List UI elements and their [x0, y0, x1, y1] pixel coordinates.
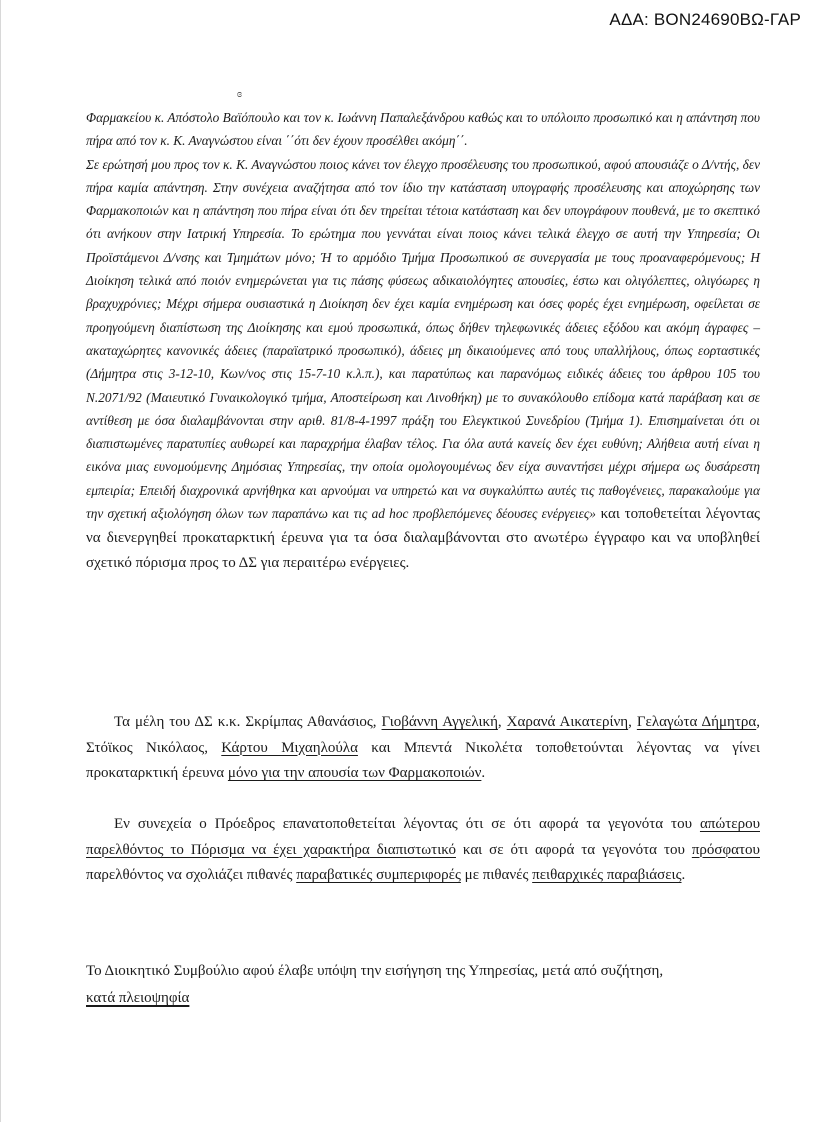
- period: .: [681, 867, 686, 883]
- underlined-phrase: απώτερου παρελθόντος το Πόρισμα να έχει χαρακτήρα διαπιστωτικό: [86, 816, 760, 858]
- ada-code: ΑΔΑ: ΒΟΝ24690ΒΩ-ΓΑΡ: [609, 10, 801, 29]
- decision-majority: κατά πλειοψηφία: [86, 990, 190, 1006]
- members-text: και Μπεντά Νικολέτα τοποθετούνται λέγοντας να γίνει προκαταρκτική έρευνα: [86, 739, 760, 781]
- president-text: Εν συνεχεία ο Πρόεδρος επανατοποθετείται λέγοντας ότι σε ότι αφορά τα γεγονότα του: [114, 816, 700, 832]
- underlined-phrase: πειθαρχικές παραβιάσεις: [532, 867, 682, 883]
- president-text: και σε ότι αφορά τα γεγονότα του: [455, 841, 692, 858]
- quoted-text: Σε ερώτησή μου προς τον κ. Κ. Αναγνώστου ποιος κάνει τον έλεγχο προσέλευσης του προσωπικού, αφού απουσιάζε ο Δ/ντής, δεν πήρα καμία απάντηση. Στην συνέχεια αναζήτησα από τον ίδιο την κατάσταση υπογραφής προσέλευσης και αποχώρησης των Φαρμακοποιών και η απάντηση που πήρα είναι ότι δεν τηρείται τέτοια κατάσταση και δεν υπογράφουν πουθενά, με το σκεπτικό ότι ανήκουν στην Ιατρική Υπηρεσία. Το ερώτημα που γεννάται είναι ποιος κάνει τελικά έλεγχο σε αυτή την Υπηρεσία; Οι Προϊστάμενοι Δ/νσης και Τμημάτων μόνο; Ή το αρμόδιο Τμήμα Προσωπικού σε συνεργασία με τους προαναφερόμενους; Η Διοίκηση τελικά από ποιόν ενημερώνεται για τις πάσης φύσεως αδικαιολόγητες απουσίες, έστω και ολιγόλεπτες, ολιγόωρες η βραχυχρόνιες; Μέχρι σήμερα ουσιαστικά η Διοίκηση δεν έχει καμία ενημέρωση και όσες φορές έχει ενημέρωση, οφείλεται σε προηγούμενη διαπίστωση της Διοίκησης και εμού προσωπικά, όπως δήθεν τηλεφωνικές άδειες εξόδου και ακόμη άγραφες – ακαταχώρητες κανονικές άδειες (παραϊατρικό προσωπικό), άδειες μη δικαιούμενες από τους υπαλλήλους, όπως εορταστικές (Δήμητρα στις 3-12-10, Κων/νος στις 15-7-10 κ.λ.π.), και παρατύπως και παρανόμως ειδικές άδειες του άρθρου 105 του Ν.2071/92 (Μαιευτικό Γυναικολογικό τμήμα, Αποστείρωση και Λινοθήκη) με το συνακόλουθο επίδομα κατά παράβαση και σε αντίθεση με όσα διαλαμβάνονται στην αριθ. 81/8-4-1997 πράξη του Ελεγκτικού Συνεδρίου (Τμήμα 1). Επισημαίνεται ότι οι διαπιστωμένες παρατυπίες αυθωρεί και παραχρήμα έλαβαν τέλος. Για όλα αυτά κανείς δεν έχει ευθύνη; Αλήθεια αυτή είναι η εικόνα μιας ευνομούμενης Δημόσιας Υπηρεσίας, την οποία ομολογουμένως δεν είχα συναντήσει μέχρι σήμερα ως δυσάρεστη εμπειρία; Επειδή διαχρονικά αρνήθηκα και αρνούμαι να υπηρετώ και να συγκαλύπτω αυτές τις παθογένειες, παρακαλούμε για την σχετική αξιολόγηση όλων των παραπάνω και τις ad hoc προβλεπόμενες δέουσες ενέργειες»: [86, 156, 760, 522]
- separator-text: ,: [497, 714, 507, 730]
- members-text: Τα μέλη του ΔΣ κ.κ. Σκρίμπας Αθανάσιος,: [114, 714, 382, 730]
- member-name-underlined: Κάρτου Μιχαηλούλα: [221, 739, 358, 756]
- period: .: [481, 765, 486, 781]
- president-paragraph: [86, 812, 760, 889]
- underlined-phrase: πρόσφατου: [691, 841, 760, 858]
- members-paragraph: [86, 710, 760, 787]
- scan-edge: [0, 0, 1, 1122]
- board-decision: [86, 958, 760, 1012]
- underlined-phrase: μόνο για την απουσία των Φαρμακοποιών: [227, 765, 482, 781]
- underlined-phrase: παραβατικές συμπεριφορές: [296, 867, 461, 883]
- quoted-letter: [86, 106, 760, 575]
- member-name-underlined: Γιοβάννη Αγγελική: [381, 714, 498, 730]
- members-text: , Στόϊκος Νικόλαος,: [86, 714, 761, 756]
- quoted-paragraph-2: [86, 153, 760, 575]
- handwritten-mark: ɞ: [237, 88, 242, 100]
- quoted-paragraph-1: Φαρμακείου κ. Απόστολο Βαϊόπουλο και τον κ. Ιωάννη Παπαλεξάνδρου καθώς και το υπόλοιπο προσωπικό και η απάντηση που πήρα από τον κ. Κ. Αναγνώστου είναι ΄΄ότι δεν έχουν προσέλθει ακόμη΄΄.: [86, 110, 760, 149]
- president-text: με πιθανές: [460, 867, 533, 883]
- decision-text: Το Διοικητικό Συμβούλιο αφού έλαβε υπόψη την εισήγηση της Υπηρεσίας, μετά από συζήτηση,: [86, 963, 664, 979]
- member-name-underlined: Γελαγώτα Δήμητρα: [636, 714, 757, 730]
- president-text: παρελθόντος να σχολιάζει πιθανές: [86, 867, 297, 883]
- continuation-text: και τοποθετείται λέγοντας να διενεργηθεί προκαταρκτική έρευνα για τα όσα διαλαμβάνονται στο ανωτέρω έγγραφο και να υποβληθεί σχετικό πόρισμα προς το ΔΣ για περαιτέρω ενέργειες.: [86, 506, 760, 571]
- separator-text: ,: [628, 714, 637, 730]
- member-name-underlined: Χαρανά Αικατερίνη: [506, 714, 629, 730]
